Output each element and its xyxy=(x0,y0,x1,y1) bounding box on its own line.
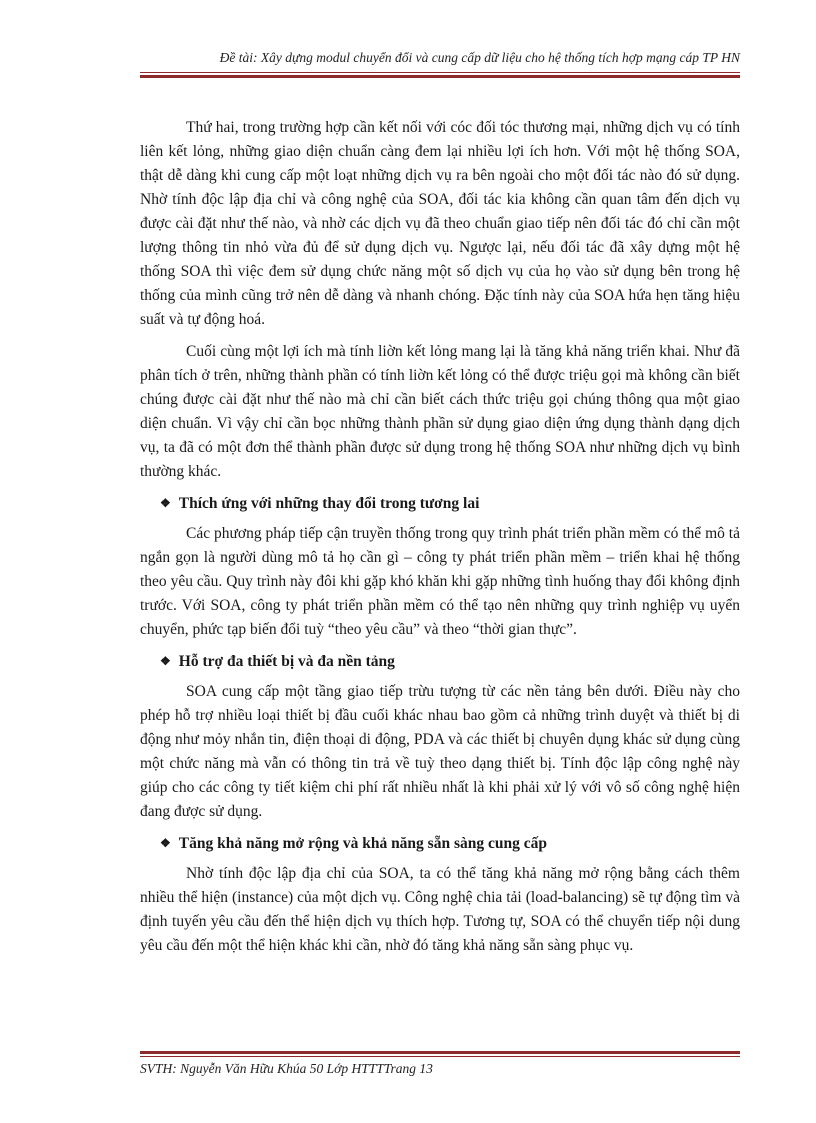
header-rule-thin xyxy=(140,72,740,73)
body-paragraph: Nhờ tính độc lập địa chỉ của SOA, ta có thể tăng khả năng mở rộng bằng cách thêm nhiều thể hiện (instance) của một dịch vụ. Công nghệ chia tải (load-balancing) sẽ tự động tìm và định tuyến yêu cầu đến thể hiện dịch vụ thích hợp. Tương tự, SOA có thể chuyển tiếp nội dung yêu cầu đến một thể hiện khác khi cần, nhờ đó tăng khả năng sẵn sàng phục vụ. xyxy=(140,865,740,954)
footer-rule-thick xyxy=(140,1051,740,1054)
page-header: Đề tài: Xây dựng modul chuyển đổi và cung cấp dữ liệu cho hệ thống tích hợp mạng cáp TP HN xyxy=(219,50,740,65)
diamond-bullet-icon: ❖ xyxy=(160,836,171,850)
body-paragraph: Cuối cùng một lợi ích mà tính liờn kết lỏng mang lại là tăng khả năng triển khai. Như đã phân tích ở trên, những thành phần có tính liờn kết lỏng có thể được triệu gọi mà không cần biết chúng được cài đặt như thế nào mà chỉ cần biết cách thức triệu gọi chúng thông qua một giao diện chuẩn. Vì vậy chỉ cần bọc những thành phần sử dụng giao diện ứng dụng thành dạng dịch vụ, ta đã có một đơn thể thành phần được sử dụng trong hệ thống SOA như những dịch vụ bình thường khác. xyxy=(140,343,740,480)
section-heading xyxy=(140,650,740,674)
header-rule-thick xyxy=(140,75,740,78)
section-heading-text: Hỗ trợ đa thiết bị và đa nền tảng xyxy=(178,653,395,670)
page-footer: SVTH: Nguyễn Văn Hữu Khúa 50 Lớp HTTTTrang 13 xyxy=(140,1061,433,1076)
diamond-bullet-icon: ❖ xyxy=(160,654,171,668)
diamond-bullet-icon: ❖ xyxy=(160,496,171,510)
section-heading-text: Tăng khả năng mở rộng và khả năng sẵn sàng cung cấp xyxy=(178,835,547,852)
body-paragraph: Các phương pháp tiếp cận truyền thống trong quy trình phát triển phần mềm có thể mô tả ngắn gọn là người dùng mô tả họ cần gì – công ty phát triển phần mềm – triển khai hệ thống theo yêu cầu. Quy trình này đôi khi gặp khó khăn khi gặp những tình huống thay đổi không định trước. Với SOA, công ty phát triển phần mềm có thể tạo nên những quy trình nghiệp vụ uyển chuyển, phức tạp biến đổi tuỳ “theo yêu cầu” và theo “thời gian thực”. xyxy=(140,525,740,638)
body-paragraph: Thứ hai, trong trường hợp cần kết nối với cóc đối tóc thương mại, những dịch vụ có tính liên kết lỏng, những giao diện chuẩn càng đem lại nhiều lợi ích hơn. Với một hệ thống SOA, thật dễ dàng khi cung cấp một loạt những dịch vụ ra bên ngoài cho một đối tác nào đó sử dụng. Nhờ tính độc lập địa chỉ và công nghệ của SOA, đối tác kia không cần quan tâm đến dịch vụ được cài đặt như thế nào, và nhờ các dịch vụ đã theo chuẩn giao tiếp nên đối tác đó chỉ cần một lượng thông tin nhỏ vừa đủ để sử dụng dịch vụ. Ngược lại, nếu đối tác đã xây dựng một hệ thống SOA thì việc đem sử dụng chức năng một số dịch vụ của họ vào sử dụng bên trong hệ thống của mình cũng trở nên dễ dàng và nhanh chóng. Đặc tính này của SOA hứa hẹn tăng hiệu suất và tự động hoá. xyxy=(140,119,740,328)
section-heading-text: Thích ứng với những thay đổi trong tương lai xyxy=(178,495,480,512)
footer-rule-thin xyxy=(140,1056,740,1057)
section-heading xyxy=(140,832,740,856)
document-body xyxy=(140,116,740,966)
section-heading xyxy=(140,492,740,516)
body-paragraph: SOA cung cấp một tầng giao tiếp trừu tượng từ các nền tảng bên dưới. Điều này cho phép hỗ trợ nhiều loại thiết bị đầu cuối khác nhau bao gồm cả những trình duyệt và thiết bị di động như mỏy nhắn tin, điện thoại di động, PDA và các thiết bị chuyên dụng khác sử dụng cùng một chức năng mà vẫn có thông tin trả về tuỳ theo dạng thiết bị. Tính độc lập công nghệ này giúp cho các công ty tiết kiệm chi phí rất nhiều nhất là khi phải xử lý với vô số công nghệ hiện đang được sử dụng. xyxy=(140,683,740,820)
